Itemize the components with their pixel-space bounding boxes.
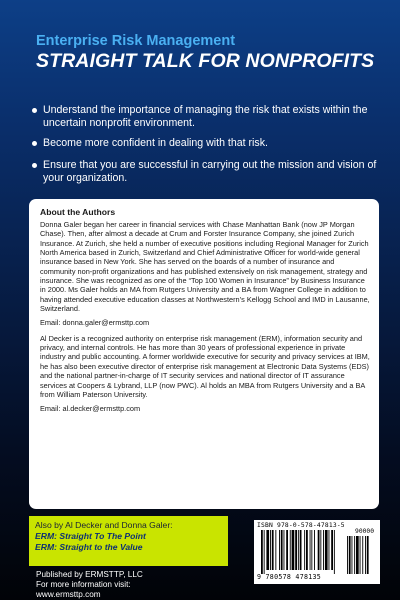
benefit-item (32, 104, 382, 130)
barcode-bars (257, 530, 377, 574)
benefit-item (32, 137, 382, 150)
price-addon-digits: 90000 (355, 528, 374, 535)
book-title: STRAIGHT TALK FOR NONPROFITS (36, 50, 375, 72)
decker-bio: Al Decker is a recognized authority on enterprise risk management (ERM), information security and privacy, and internal controls. He has more than 30 years of professional experience in private industry and public accounting. A former worldwide executive for security and privacy services at IBM, he has also been executive director of enterprise risk management at Electronic Data Systems (EDS) and the national partner-in-charge of IT security services and national director of IT assurance services at Coopers & Lybrand, LLP (now PWC). Al holds an MBA from Rutgers University and a BA from William Paterson University. (40, 333, 370, 399)
about-authors-panel (29, 199, 379, 509)
bullet-dot-icon (32, 141, 37, 146)
ean-digits: 9 780578 478135 (257, 573, 322, 581)
benefit-text: Understand the importance of managing the risk that exists within the uncertain nonprofit environment. (43, 104, 368, 130)
also-by-book: ERM: Straight to the Value (35, 541, 143, 552)
benefit-item (32, 159, 382, 185)
galer-email: Email: donna.galer@ermsttp.com (40, 318, 150, 328)
also-by-book: ERM: Straight To The Point (35, 530, 146, 541)
bullet-dot-icon (32, 108, 37, 113)
galer-bio: Donna Galer began her career in financial services with Chase Manhattan Bank (now JP Morgan Chase). Then, after almost a decade at Crum and Forster Insurance Company, she joined Zurich Insurance. At Zurich, she held a number of executive positions including Regional Manager for Zurich North America based in Zurich, Switzerland and Chief Administrative Officer for world-wide general insurance based in New York. She has served on the boards of a number of insurance and community non-profit organizations and has published extensively on risk management, strategy and insurance. She was recognized as one of the “Top 100 Women in Insurance” by Business Insurance in 2000. Ms Galer holds an MA from Rutgers University and a BA from Wagner College in addition to having attended executive education classes at Northwestern’s Kellogg School and IMD in Lausanne, Switzerland. (40, 220, 370, 314)
bullet-dot-icon (32, 163, 37, 168)
benefit-text: Become more confident in dealing with that risk. (43, 137, 268, 150)
also-by-box (29, 516, 228, 566)
publisher-url: www.ermsttp.com (36, 589, 101, 599)
publisher-info (36, 570, 236, 599)
about-authors-heading: About the Authors (40, 207, 116, 217)
also-by-intro: Also by Al Decker and Donna Galer: (35, 520, 173, 530)
publisher-name: Published by ERMSTTP, LLC (36, 570, 143, 579)
decker-email: Email: al.decker@ermsttp.com (40, 404, 141, 414)
benefit-list (32, 104, 382, 192)
publisher-more-info: For more information visit: (36, 579, 131, 589)
benefit-text: Ensure that you are successful in carrying out the mission and vision of your organization. (43, 158, 377, 184)
series-kicker: Enterprise Risk Management (36, 33, 236, 49)
isbn-text: ISBN 978-0-578-47813-5 (257, 522, 345, 529)
isbn-barcode (254, 520, 380, 584)
